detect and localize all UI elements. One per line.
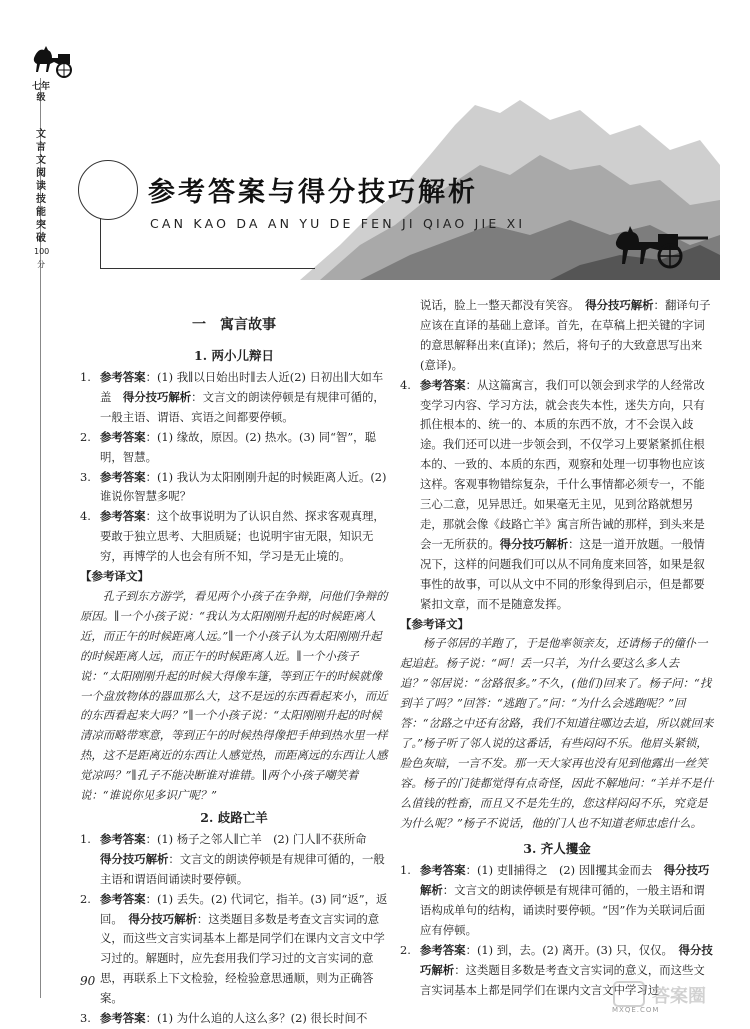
item-number: 2. (400, 943, 411, 958)
item-number: 1. (80, 831, 91, 846)
horse-cart-illustration-icon (612, 210, 712, 270)
banner-pinyin: CAN KAO DA AN YU DE FEN JI QIAO JIE XI (150, 216, 526, 231)
answer-label: 参考答案 (100, 1011, 146, 1026)
side-book-title (34, 128, 48, 271)
side-subtitle: 100分 (34, 247, 50, 269)
item-number: 1. (80, 370, 91, 384)
answer-text: ：(1) 缘故，原因。(2) 热水。(3) 同“智”，聪明，智慧。 (100, 429, 376, 464)
answer-text: ：从这篇寓言，我们可以领会到求学的人经常改变学习内容、学习方法，就会丧失本性，迷失方向，只有抓住根本的、统一的、本质的东西不放，才不会误入歧途。我们还可以进一步领会到，不仅学习上要紧紧抓住根本的、一致的、本质的东西，观察和处理一切事物也应该这样。客观事物错综复杂，千什么事情都必须专一，不能三心二意，见异思迁。如果毫无主见，见到岔路就想另走，那就会像《歧路亡羊》寓言所告诫的那样，到头来是会一无所获的。 (420, 377, 705, 551)
answer-item (400, 376, 714, 615)
tip-text: ：翻译句子应该在直译的基础上意译。首先，在草稿上把关键的字词的意思解释出来(直译)；然后，将句子的大致意思写出来(意译)。 (420, 298, 711, 372)
answer-label: 参考答案 (100, 370, 146, 384)
answer-item (80, 368, 388, 428)
translation-heading: 【参考译文】 (80, 569, 149, 584)
answer-label: 参考答案 (420, 943, 466, 958)
svg-text:答案圈: 答案圈 (652, 986, 706, 1007)
lesson-title: 1. 两小儿辩日 (194, 348, 274, 363)
tip-label: 得分技巧解析 (499, 536, 569, 551)
answer-item (80, 428, 388, 468)
answer-label: 参考答案 (100, 469, 146, 484)
answer-label: 参考答案 (100, 509, 146, 524)
answer-label: 参考答案 (420, 863, 466, 878)
horse-cart-ornament-icon (30, 40, 74, 80)
tip-label: 得分技巧解析 (128, 911, 197, 926)
item-number: 1. (400, 863, 411, 878)
answer-item (400, 861, 714, 941)
answer-item (80, 468, 388, 508)
answer-label: 参考答案 (100, 831, 146, 846)
tip-text: ：这类题目多数是考查文言实词的意义，而这些文言实词基本上都是同学们在课内文言文中学习过 (420, 963, 705, 997)
tip-text: ：文言文的朗读停顿是有规律可循的，一般主语和谓语构成单句的结构，诵读时要停顿。“因”作为关联词后面应有停顿。 (420, 883, 706, 938)
tip-label: 得分技巧解析 (100, 851, 169, 866)
section-title: 一 寓言故事 (192, 317, 276, 333)
lesson-title: 3. 齐人攫金 (523, 841, 591, 857)
continued-answer (400, 296, 714, 376)
item-number: 3. (80, 1011, 91, 1026)
answer-text: ：(1) 到，去。(2) 离开。(3) 只，仅仅。 (465, 943, 668, 958)
tip-text: ：文言文的朗读停顿是有规律可循的，一般主语、谓语、宾语之间都要停顿。 (100, 389, 385, 424)
side-title-text: 文言文阅读技能突破 (36, 129, 46, 244)
answer-item (80, 890, 388, 1009)
tip-label: 得分技巧解析 (420, 943, 713, 977)
tip-text: ：这类题目多数是考查文言实词的意义，而这些文言实词基本上都是同学们在课内文言文中学习过的。解题时，应先套用我们学习过的文言实词的意思，再联系上下文检验，经检验意思通顺，则为正确答案。 (100, 911, 385, 1006)
grade-label (32, 82, 50, 104)
banner-bracket-horizontal (100, 268, 315, 269)
banner-title: 参考答案与得分技巧解析 (148, 177, 478, 208)
translation-text: 孔子到东方游学，看见两个小孩子在争辩，问他们争辩的原因。∥一个小孩子说：“我认为太阳刚刚升起的时候距离人近，而正午的时候距离人远。”∥一个小孩子认为太阳刚刚升起的时候距离人远，而正午的时候距离人近。∥一个小孩子说：“太阳刚刚升起的时候大得像车篷，等到正午的时候就像一个盘放物体的器皿那么大，这不是远的东西看起来小，而近的东西看起来大吗？”∥一个小孩子说：“太阳刚刚升起的时候清凉而略带寒意，等到正午的时候热得像把手伸到热水里一样热，这不是距离近的东西让人感觉热，而距离远的东西让人感觉凉吗？”∥孔子不能决断谁对谁错。∥两个小孩子嘲笑着说：“谁说你见多识广呢？” (80, 588, 388, 803)
answer-label: 参考答案 (100, 891, 146, 906)
answer-label: 参考答案 (420, 377, 466, 392)
item-number: 4. (80, 509, 91, 524)
right-column (400, 296, 714, 1001)
continued-text: 说话，脸上一整天都没有笑容。 (420, 298, 574, 312)
answer-text: ：(1) 吏∥捕得之 (2) 因∥攫其金而去 (465, 863, 653, 878)
lesson-title: 2. 歧路亡羊 (200, 809, 268, 825)
answer-text: ：(1) 我认为太阳刚刚升起的时候距离人近。(2) 谁说你智慧多呢？ (100, 469, 387, 504)
banner-bracket-vertical (100, 218, 101, 268)
answer-text: ：(1) 丢失。(2) 代词它，指羊。(3) 同“返”，返回。 (100, 891, 388, 926)
answer-label: 参考答案 (100, 429, 146, 444)
watermark-text: MXQE.COM (612, 1006, 660, 1014)
answer-item (80, 1009, 388, 1029)
answer-text: ：(1) 我∥以日始出时∥去人近(2) 日初出∥大如车盖 (100, 370, 384, 404)
item-number: 2. (80, 891, 91, 906)
banner-circle-ornament (78, 160, 138, 220)
translation-heading: 【参考译文】 (400, 616, 469, 631)
item-number: 3. (80, 469, 91, 484)
tip-label: 得分技巧解析 (122, 389, 192, 404)
tip-label: 得分技巧解析 (420, 863, 710, 898)
grade-text: 七年级 (32, 82, 51, 103)
tip-text: ：这是一道开放题。一般情况下，这样的问题我们可以从不同角度来回答，如果是叙事性的故事，可以从文中不同的形象得到启示，但是都要紧扣文章，而不是随意发挥。 (420, 536, 705, 611)
translation-text: 杨子邻居的羊跑了，于是他率领亲友，还请杨子的僮仆一起追赶。杨子说：“呵！丢一只羊，为什么要这么多人去追？”邻居说：“岔路很多。”不久，(他们)回来了。杨子问：“找到羊了吗？”回答：“逃跑了。”问：“为什么会逃跑呢？”回答：“岔路之中还有岔路，我们不知道往哪边去追，所以就回来了。”杨子听了邻人说的这番话，有些闷闷不乐。他眉头紧锁，脸色灰暗，一言不发。那一天大家再也没有见到他露出一丝笑容。杨子的门徒都觉得有点奇怪，因此不解地问：“羊并不是什么值钱的牲畜，而且又不是先生的，您这样闷闷不乐，究竟是为什么呢？”杨子不说话，他的门人也不知道老师忠虑什么。 (400, 636, 714, 830)
tip-text: ：文言文的朗读停顿是有规律可循的，一般主语和谓语间诵读时要停顿。 (100, 851, 385, 886)
tip-label: 得分技巧解析 (585, 298, 654, 312)
answer-text: ：(1) 杨子之邻人∥亡羊 (2) 门人∥不获所命 (145, 831, 367, 846)
answer-item (80, 830, 388, 890)
left-column (80, 308, 388, 1029)
page-number: 90 (80, 974, 96, 988)
item-number: 2. (80, 429, 91, 444)
answer-text: ：这个故事说明为了认识自然、探求客观真理，要敢于独立思考、大胆质疑；也说明宇宙无限，知识无穷，再博学的人也会有所不知，学习是无止境的。 (100, 509, 385, 564)
answer-text: ：(1) 为什么追的人这么多？(2) 很长时间不 (145, 1011, 368, 1026)
answer-item (80, 507, 388, 567)
item-number: 4. (400, 377, 411, 392)
